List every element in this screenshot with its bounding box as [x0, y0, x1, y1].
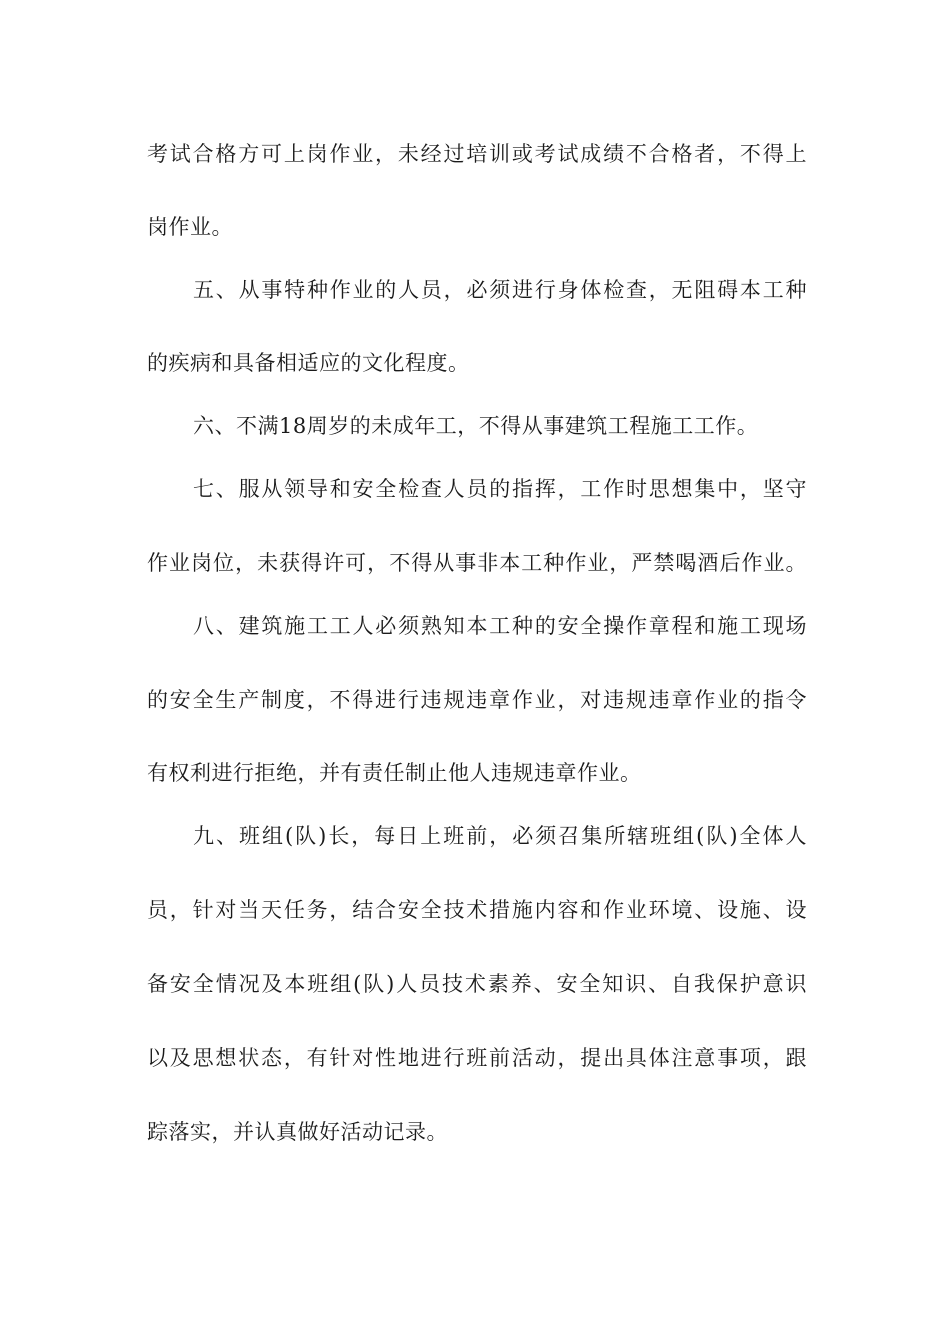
- text-line: 作业岗位，未获得许可，不得从事非本工种作业，严禁喝酒后作业。: [147, 551, 807, 575]
- text-line: 七、服从领导和安全检查人员的指挥，工作时思想集中，坚守: [193, 477, 807, 501]
- text-line: 备安全情况及本班组(队)人员技术素养、安全知识、自我保护意识: [147, 972, 807, 996]
- text-line: 以及思想状态，有针对性地进行班前活动，提出具体注意事项，跟: [147, 1046, 807, 1070]
- text-line: 九、班组(队)长，每日上班前，必须召集所辖班组(队)全体人: [193, 824, 807, 848]
- text-line: 五、从事特种作业的人员，必须进行身体检查，无阻碍本工种: [193, 278, 807, 302]
- text-line: 考试合格方可上岗作业，未经过培训或考试成绩不合格者，不得上: [147, 142, 807, 166]
- text-line: 有权利进行拒绝，并有责任制止他人违规违章作业。: [147, 761, 642, 785]
- text-line: 六、不满18周岁的未成年工，不得从事建筑工程施工工作。: [193, 414, 759, 438]
- text-line: 岗作业。: [147, 215, 233, 239]
- text-line: 八、建筑施工工人必须熟知本工种的安全操作章程和施工现场: [193, 614, 807, 638]
- text-line: 员，针对当天任务，结合安全技术措施内容和作业环境、设施、设: [147, 898, 807, 922]
- text-line: 的安全生产制度，不得进行违规违章作业，对违规违章作业的指令: [147, 688, 807, 712]
- text-line: 踪落实，并认真做好活动记录。: [147, 1120, 448, 1144]
- text-line: 的疾病和具备相适应的文化程度。: [147, 351, 470, 375]
